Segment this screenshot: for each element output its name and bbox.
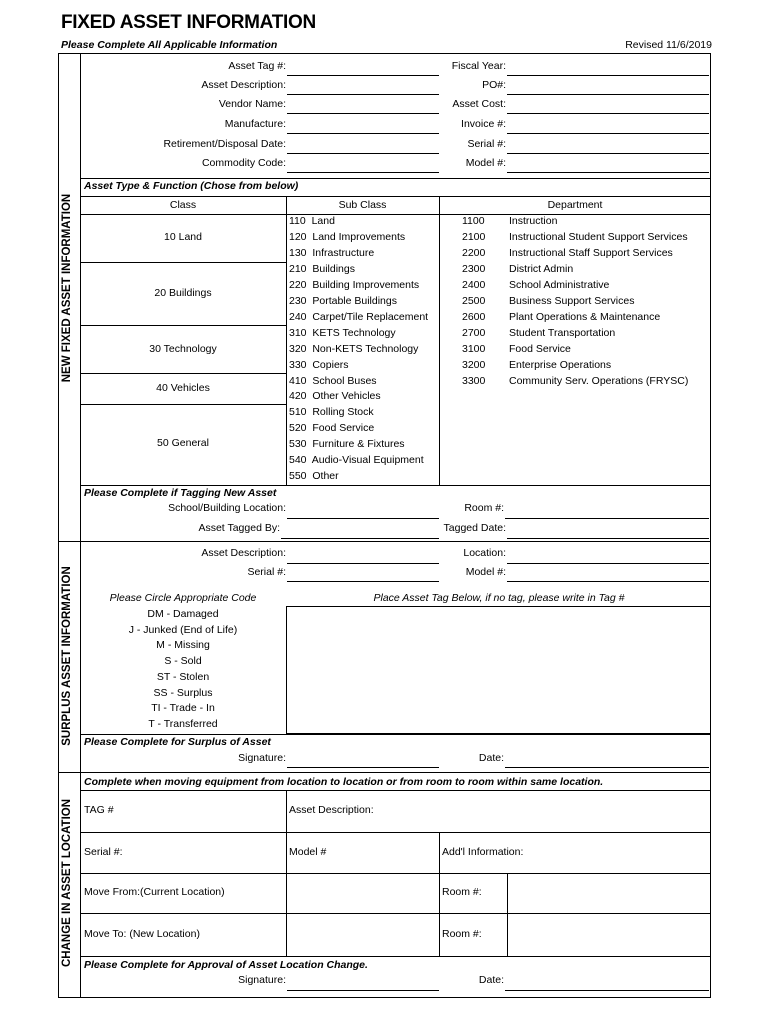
surplus-description-field[interactable]: [287, 563, 439, 564]
department-code: 3300: [462, 374, 486, 387]
department-name: Enterprise Operations: [509, 358, 612, 371]
subclass-item: 550 Other: [289, 470, 339, 483]
surplus-signature-field[interactable]: [287, 767, 439, 768]
new-field-input-3[interactable]: [287, 133, 439, 134]
asset-type-heading: Asset Type & Function (Chose from below): [84, 180, 299, 192]
subclass-item: 110 Land: [289, 215, 335, 227]
new-field-input-2[interactable]: [287, 113, 439, 114]
new-field-right-input-5[interactable]: [507, 172, 709, 173]
col-department-header: Department: [547, 199, 603, 211]
department-code: 2300: [462, 262, 486, 275]
new-field-input-1[interactable]: [287, 94, 439, 95]
department-name: Plant Operations & Maintenance: [509, 310, 661, 323]
department-name: Instructional Staff Support Services: [509, 246, 673, 259]
surplus-complete-heading: Please Complete for Surplus of Asset: [84, 736, 271, 748]
new-field-right-input-3[interactable]: [507, 133, 709, 134]
surplus-location-field[interactable]: [507, 563, 709, 564]
department-name: Community Serv. Operations (FRYSC): [509, 374, 689, 387]
subclass-item: 540 Audio-Visual Equipment: [289, 454, 424, 467]
tagged-date-label: Tagged Date:: [443, 522, 506, 534]
new-field-label-5: Commodity Code:: [201, 157, 286, 169]
new-field-input-5[interactable]: [287, 172, 439, 173]
subclass-item: 510 Rolling Stock: [289, 406, 374, 419]
new-field-input-0[interactable]: [287, 75, 439, 76]
room-field[interactable]: [505, 518, 709, 519]
subclass-item: 320 Non-KETS Technology: [289, 342, 419, 355]
department-name: District Admin: [509, 262, 574, 275]
approval-date-label: Date:: [478, 974, 504, 986]
school-location-label: School/Building Location:: [168, 502, 286, 514]
tag-placement-box[interactable]: [286, 606, 711, 734]
room-from-field[interactable]: [508, 874, 710, 912]
surplus-serial-field[interactable]: [287, 581, 439, 582]
move-from-field[interactable]: [287, 874, 438, 912]
class-20-buildings: 20 Buildings: [154, 287, 212, 299]
col-class-header: Class: [169, 199, 197, 211]
surplus-model-field[interactable]: [507, 581, 709, 582]
surplus-code-item[interactable]: DM - Damaged: [147, 608, 219, 620]
change-heading: Complete when moving equipment from location to location or from room to room within same location.: [84, 776, 604, 788]
approval-date-field[interactable]: [505, 990, 709, 991]
new-field-right-input-0[interactable]: [507, 75, 709, 76]
department-name: Business Support Services: [509, 294, 635, 307]
surplus-code-item[interactable]: ST - Stolen: [156, 670, 210, 683]
form-title: FIXED ASSET INFORMATION: [61, 12, 316, 33]
form-subtitle: Please Complete All Applicable Information: [61, 39, 278, 51]
subclass-item: 530 Furniture & Fixtures: [289, 438, 405, 451]
room-label: Room #:: [464, 502, 504, 514]
new-field-right-input-1[interactable]: [507, 94, 709, 95]
tag-label: TAG #: [84, 804, 114, 816]
department-code: 2500: [462, 294, 486, 307]
subclass-item: 230 Portable Buildings: [289, 294, 397, 307]
subclass-item: 210 Buildings: [289, 262, 355, 275]
new-field-input-4[interactable]: [287, 153, 439, 154]
class-10-land: 10 Land: [164, 231, 202, 243]
new-field-right-input-4[interactable]: [507, 153, 709, 154]
move-to-field[interactable]: [287, 914, 438, 955]
surplus-serial-label: Serial #:: [247, 566, 286, 578]
tagged-by-field[interactable]: [281, 538, 439, 539]
surplus-signature-label: Signature:: [238, 752, 286, 764]
department-code: 2600: [462, 310, 486, 323]
room-to-field[interactable]: [508, 914, 710, 955]
department-name: Instruction: [509, 215, 558, 227]
department-name: Instructional Student Support Services: [509, 230, 688, 243]
new-field-label-0: Asset Tag #:: [228, 60, 286, 72]
class-40-vehicles: 40 Vehicles: [156, 382, 210, 394]
tagging-heading: Please Complete if Tagging New Asset: [84, 487, 277, 499]
department-code: 3100: [462, 342, 486, 355]
addl-info-label: Add'l Information:: [442, 846, 524, 858]
new-field-right-label-4: Serial #:: [467, 138, 506, 150]
tag-field[interactable]: [81, 791, 285, 831]
class-50-general: 50 General: [157, 437, 209, 449]
section-label-new: NEW FIXED ASSET INFORMATION: [61, 193, 73, 383]
change-model-label: Model #: [289, 846, 327, 858]
approval-heading: Please Complete for Approval of Asset Location Change.: [84, 959, 368, 971]
revised-date: Revised 11/6/2019: [625, 39, 712, 51]
approval-signature-label: Signature:: [238, 974, 286, 986]
department-name: Food Service: [509, 342, 571, 355]
department-code: 2100: [462, 230, 486, 243]
surplus-description-label: Asset Description:: [201, 547, 286, 559]
subclass-item: 220 Building Improvements: [289, 278, 420, 291]
subclass-item: 420 Other Vehicles: [289, 390, 381, 403]
surplus-code-item[interactable]: M - Missing: [156, 639, 210, 652]
section-label-surplus: SURPLUS ASSET INFORMATION: [61, 566, 73, 746]
new-field-right-label-2: Asset Cost:: [452, 98, 506, 110]
change-description-field[interactable]: [287, 791, 710, 831]
change-serial-label: Serial #:: [84, 846, 123, 858]
col-subclass-header: Sub Class: [338, 199, 387, 211]
new-field-right-label-3: Invoice #:: [461, 118, 506, 130]
room-to-label: Room #:: [442, 928, 482, 940]
school-location-field[interactable]: [287, 518, 439, 519]
new-field-right-label-0: Fiscal Year:: [451, 60, 506, 72]
subclass-item: 130 Infrastructure: [289, 246, 375, 259]
form-frame: [58, 53, 711, 998]
subclass-item: 240 Carpet/Tile Replacement: [289, 310, 429, 323]
tagged-by-label: Asset Tagged By:: [198, 522, 280, 534]
department-code: 2400: [462, 278, 486, 291]
surplus-date-label: Date:: [478, 752, 504, 764]
surplus-code-item[interactable]: J - Junked (End of Life): [128, 623, 238, 636]
surplus-code-item[interactable]: T - Transferred: [148, 717, 218, 730]
subclass-item: 120 Land Improvements: [289, 230, 406, 243]
class-30-technology: 30 Technology: [149, 343, 217, 355]
tagged-date-field[interactable]: [507, 538, 709, 539]
new-field-right-label-5: Model #:: [465, 157, 506, 169]
subclass-item: 410 School Buses: [289, 374, 377, 387]
room-from-label: Room #:: [442, 886, 482, 898]
subclass-item: 330 Copiers: [289, 358, 349, 371]
surplus-date-field[interactable]: [505, 767, 709, 768]
change-description-label: Asset Description:: [289, 804, 374, 816]
new-field-label-4: Retirement/Disposal Date:: [163, 138, 286, 150]
section-label-change: CHANGE IN ASSET LOCATION: [61, 798, 73, 968]
surplus-code-item[interactable]: SS - Surplus: [153, 686, 213, 699]
department-code: 2700: [462, 326, 486, 339]
new-field-right-input-2[interactable]: [507, 113, 709, 114]
department-code: 1100: [462, 215, 485, 227]
new-field-label-3: Manufacture:: [224, 118, 286, 130]
surplus-model-label: Model #:: [465, 566, 506, 578]
department-name: School Administrative: [509, 278, 610, 291]
surplus-location-label: Location:: [463, 547, 506, 559]
subclass-item: 520 Food Service: [289, 422, 375, 435]
new-field-label-1: Asset Description:: [201, 79, 286, 91]
circle-code-heading: Please Circle Appropriate Code: [109, 592, 257, 604]
department-code: 2200: [462, 246, 486, 259]
tag-area-heading: Place Asset Tag Below, if no tag, please write in Tag #: [373, 592, 625, 604]
move-to-label: Move To: (New Location): [84, 928, 200, 940]
department-name: Student Transportation: [509, 326, 616, 339]
approval-signature-field[interactable]: [287, 990, 439, 991]
department-code: 3200: [462, 358, 486, 371]
surplus-code-item[interactable]: TI - Trade - In: [151, 702, 215, 715]
subclass-item: 310 KETS Technology: [289, 326, 396, 339]
new-field-label-2: Vendor Name:: [218, 98, 286, 110]
surplus-code-item[interactable]: S - Sold: [164, 655, 202, 668]
new-field-right-label-1: PO#:: [482, 79, 506, 91]
move-from-label: Move From:(Current Location): [84, 886, 225, 898]
